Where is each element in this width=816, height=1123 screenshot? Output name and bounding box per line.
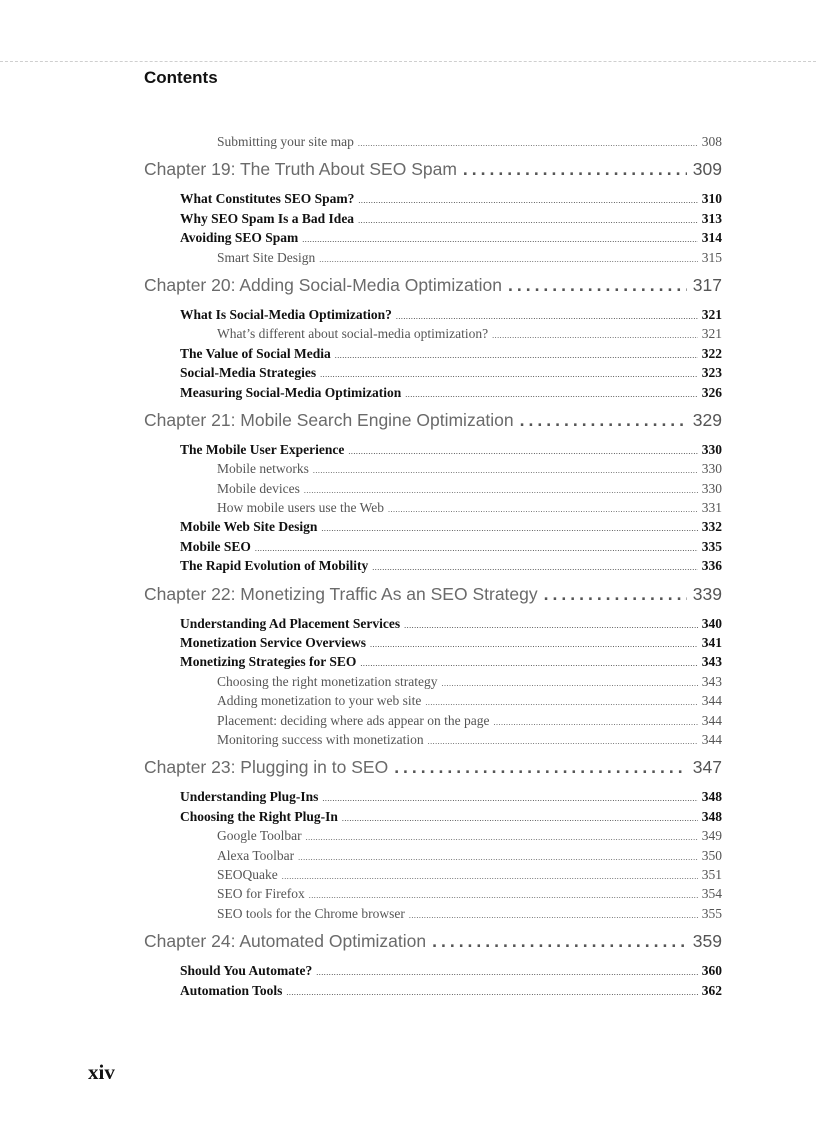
dot-leader xyxy=(298,853,698,862)
toc-page-number: 314 xyxy=(701,230,722,246)
toc-page-number: 351 xyxy=(701,866,722,882)
dot-leader xyxy=(319,255,698,264)
dot-leader xyxy=(388,505,698,514)
dot-leader xyxy=(321,524,697,533)
dot-leader xyxy=(360,659,697,668)
dot-leader xyxy=(282,872,698,881)
toc-page-number: 344 xyxy=(701,712,722,728)
toc-entry-title: How mobile users use the Web xyxy=(217,500,385,516)
dot-leader xyxy=(358,216,698,225)
toc-page-number: 322 xyxy=(701,345,722,361)
toc-entry-title: Social-Media Strategies xyxy=(180,365,317,381)
toc-page-number: 321 xyxy=(701,306,722,322)
toc-section-entry xyxy=(144,230,722,249)
toc-entry-title: Placement: deciding where ads appear on the page xyxy=(217,712,490,728)
toc-page-number: 330 xyxy=(701,480,722,496)
toc-section-entry xyxy=(144,654,722,673)
toc-entry-title: Monitoring success with monetization xyxy=(217,731,424,747)
dot-leader xyxy=(405,390,698,399)
toc-section-entry xyxy=(144,519,722,538)
toc-page-number: 349 xyxy=(701,828,722,844)
dot-leader xyxy=(492,331,698,340)
dot-leader xyxy=(520,410,687,431)
toc-page-number: 329 xyxy=(692,409,722,430)
dot-leader xyxy=(428,737,698,746)
dot-leader xyxy=(309,891,698,900)
dot-leader xyxy=(404,621,698,630)
toc-entry-title: Chapter 22: Monetizing Traffic As an SEO Strategy xyxy=(144,583,538,604)
dot-leader xyxy=(348,447,697,456)
toc-sub-entry xyxy=(144,500,722,519)
dot-leader xyxy=(409,911,698,920)
toc-entry-title: Mobile devices xyxy=(217,480,300,496)
page-folio: xiv xyxy=(88,1060,115,1084)
toc-page-number: 359 xyxy=(692,931,722,952)
toc-sub-entry xyxy=(144,326,722,345)
toc-page-number: 354 xyxy=(701,886,722,902)
toc-sub-entry xyxy=(144,732,722,751)
table-of-contents xyxy=(144,134,722,1002)
toc-entry-title: SEO for Firefox xyxy=(217,886,305,902)
toc-page-number: 348 xyxy=(701,808,722,824)
toc-entry-title: Submitting your site map xyxy=(217,134,354,149)
toc-page-number: 339 xyxy=(692,583,722,604)
toc-sub-entry xyxy=(144,134,722,153)
toc-entry-title: Why SEO Spam Is a Bad Idea xyxy=(180,210,355,226)
toc-entry-title: The Mobile User Experience xyxy=(180,441,345,457)
dot-leader xyxy=(342,814,698,823)
toc-sub-entry xyxy=(144,828,722,847)
toc-section-entry xyxy=(144,616,722,635)
toc-sub-entry xyxy=(144,713,722,732)
toc-page-number: 323 xyxy=(701,365,722,381)
toc-sub-entry xyxy=(144,481,722,500)
toc-page-number: 321 xyxy=(701,326,722,342)
toc-page-number: 340 xyxy=(701,615,722,631)
dot-leader xyxy=(304,486,698,495)
toc-page-number: 362 xyxy=(701,982,722,998)
dot-leader xyxy=(441,679,697,688)
dot-leader xyxy=(463,159,687,180)
dot-leader xyxy=(358,139,698,148)
toc-section-entry xyxy=(144,385,722,404)
toc-entry-title: Chapter 21: Mobile Search Engine Optimization xyxy=(144,409,514,430)
toc-section-entry xyxy=(144,983,722,1002)
toc-sub-entry xyxy=(144,867,722,886)
toc-entry-title: SEO tools for the Chrome browser xyxy=(217,905,405,921)
toc-page-number: 360 xyxy=(701,963,722,979)
dot-leader xyxy=(372,563,697,572)
toc-entry-title: What Constitutes SEO Spam? xyxy=(180,191,355,207)
dot-leader xyxy=(320,370,698,379)
toc-entry-title: Google Toolbar xyxy=(217,828,302,844)
toc-sub-entry xyxy=(144,674,722,693)
toc-entry-title: Alexa Toolbar xyxy=(217,847,295,863)
toc-section-entry xyxy=(144,307,722,326)
toc-chapter-entry xyxy=(144,931,722,957)
toc-page-number: 343 xyxy=(701,673,722,689)
dot-leader xyxy=(255,544,698,553)
toc-page-number: 308 xyxy=(701,134,722,149)
toc-chapter-entry xyxy=(144,757,722,783)
toc-entry-title: Monetizing Strategies for SEO xyxy=(180,654,357,670)
toc-page-number: 317 xyxy=(692,274,722,295)
toc-entry-title: Chapter 20: Adding Social-Media Optimization xyxy=(144,274,502,295)
toc-page-number: 330 xyxy=(701,461,722,477)
running-head: Contents xyxy=(144,68,218,87)
dot-leader xyxy=(432,931,687,952)
toc-section-entry xyxy=(144,558,722,577)
toc-entry-title: What’s different about social-media optimization? xyxy=(217,326,489,342)
toc-page-number: 350 xyxy=(701,847,722,863)
toc-sub-entry xyxy=(144,886,722,905)
toc-chapter-entry xyxy=(144,584,722,610)
toc-page-number: 344 xyxy=(701,731,722,747)
toc-entry-title: Mobile Web Site Design xyxy=(180,519,318,535)
toc-section-entry xyxy=(144,809,722,828)
toc-sub-entry xyxy=(144,906,722,925)
toc-page-number: 310 xyxy=(701,191,722,207)
toc-entry-title: Choosing the right monetization strategy xyxy=(217,673,438,689)
dot-leader xyxy=(370,640,698,649)
dot-leader xyxy=(302,235,697,244)
toc-chapter-entry xyxy=(144,275,722,301)
toc-entry-title: Mobile networks xyxy=(217,461,309,477)
toc-page-number: 332 xyxy=(701,519,722,535)
toc-sub-entry xyxy=(144,848,722,867)
toc-entry-title: Mobile SEO xyxy=(180,538,251,554)
toc-entry-title: SEOQuake xyxy=(217,866,278,882)
toc-section-entry xyxy=(144,635,722,654)
toc-section-entry xyxy=(144,963,722,982)
toc-entry-title: Understanding Ad Placement Services xyxy=(180,615,401,631)
dot-leader xyxy=(335,351,698,360)
dot-leader xyxy=(286,988,697,997)
toc-section-entry xyxy=(144,211,722,230)
toc-entry-title: Automation Tools xyxy=(180,982,283,998)
toc-page-number: 336 xyxy=(701,558,722,574)
dot-leader xyxy=(313,466,698,475)
dot-leader xyxy=(358,196,697,205)
dot-leader xyxy=(394,757,687,778)
toc-section-entry xyxy=(144,789,722,808)
toc-page-number: 343 xyxy=(701,654,722,670)
dot-leader xyxy=(316,968,697,977)
dot-leader xyxy=(396,312,698,321)
toc-page-number: 326 xyxy=(701,384,722,400)
toc-sub-entry xyxy=(144,461,722,480)
dot-leader xyxy=(425,698,697,707)
toc-entry-title: The Value of Social Media xyxy=(180,345,331,361)
toc-section-entry xyxy=(144,191,722,210)
toc-entry-title: Understanding Plug-Ins xyxy=(180,789,319,805)
toc-entry-title: Choosing the Right Plug-In xyxy=(180,808,338,824)
dot-leader xyxy=(322,794,697,803)
toc-entry-title: Chapter 24: Automated Optimization xyxy=(144,931,427,952)
toc-sub-entry xyxy=(144,250,722,269)
dot-leader xyxy=(544,584,687,605)
toc-sub-entry xyxy=(144,693,722,712)
toc-page-number: 344 xyxy=(701,693,722,709)
toc-page-number: 341 xyxy=(701,635,722,651)
toc-section-entry xyxy=(144,365,722,384)
toc-section-entry xyxy=(144,442,722,461)
toc-page-number: 347 xyxy=(692,757,722,778)
page-top-rule xyxy=(0,61,816,62)
dot-leader xyxy=(306,833,698,842)
dot-leader xyxy=(508,275,687,296)
toc-page-number: 309 xyxy=(692,159,722,180)
toc-entry-title: What Is Social-Media Optimization? xyxy=(180,306,392,322)
toc-section-entry xyxy=(144,539,722,558)
toc-chapter-entry xyxy=(144,410,722,436)
toc-entry-title: Chapter 19: The Truth About SEO Spam xyxy=(144,159,457,180)
toc-chapter-entry xyxy=(144,159,722,185)
toc-entry-title: Avoiding SEO Spam xyxy=(180,230,299,246)
toc-page-number: 335 xyxy=(701,538,722,554)
toc-page-number: 355 xyxy=(701,905,722,921)
toc-page-number: 348 xyxy=(701,789,722,805)
toc-section-entry xyxy=(144,346,722,365)
toc-entry-title: Adding monetization to your web site xyxy=(217,693,422,709)
toc-entry-title: Chapter 23: Plugging in to SEO xyxy=(144,757,389,778)
toc-entry-title: Monetization Service Overviews xyxy=(180,635,366,651)
toc-page-number: 313 xyxy=(701,210,722,226)
toc-page-number: 331 xyxy=(701,500,722,516)
toc-entry-title: Measuring Social-Media Optimization xyxy=(180,384,402,400)
toc-entry-title: Should You Automate? xyxy=(180,963,313,979)
toc-page-number: 315 xyxy=(701,249,722,265)
toc-entry-title: Smart Site Design xyxy=(217,249,316,265)
dot-leader xyxy=(494,718,698,727)
toc-entry-title: The Rapid Evolution of Mobility xyxy=(180,558,369,574)
toc-page-number: 330 xyxy=(701,441,722,457)
